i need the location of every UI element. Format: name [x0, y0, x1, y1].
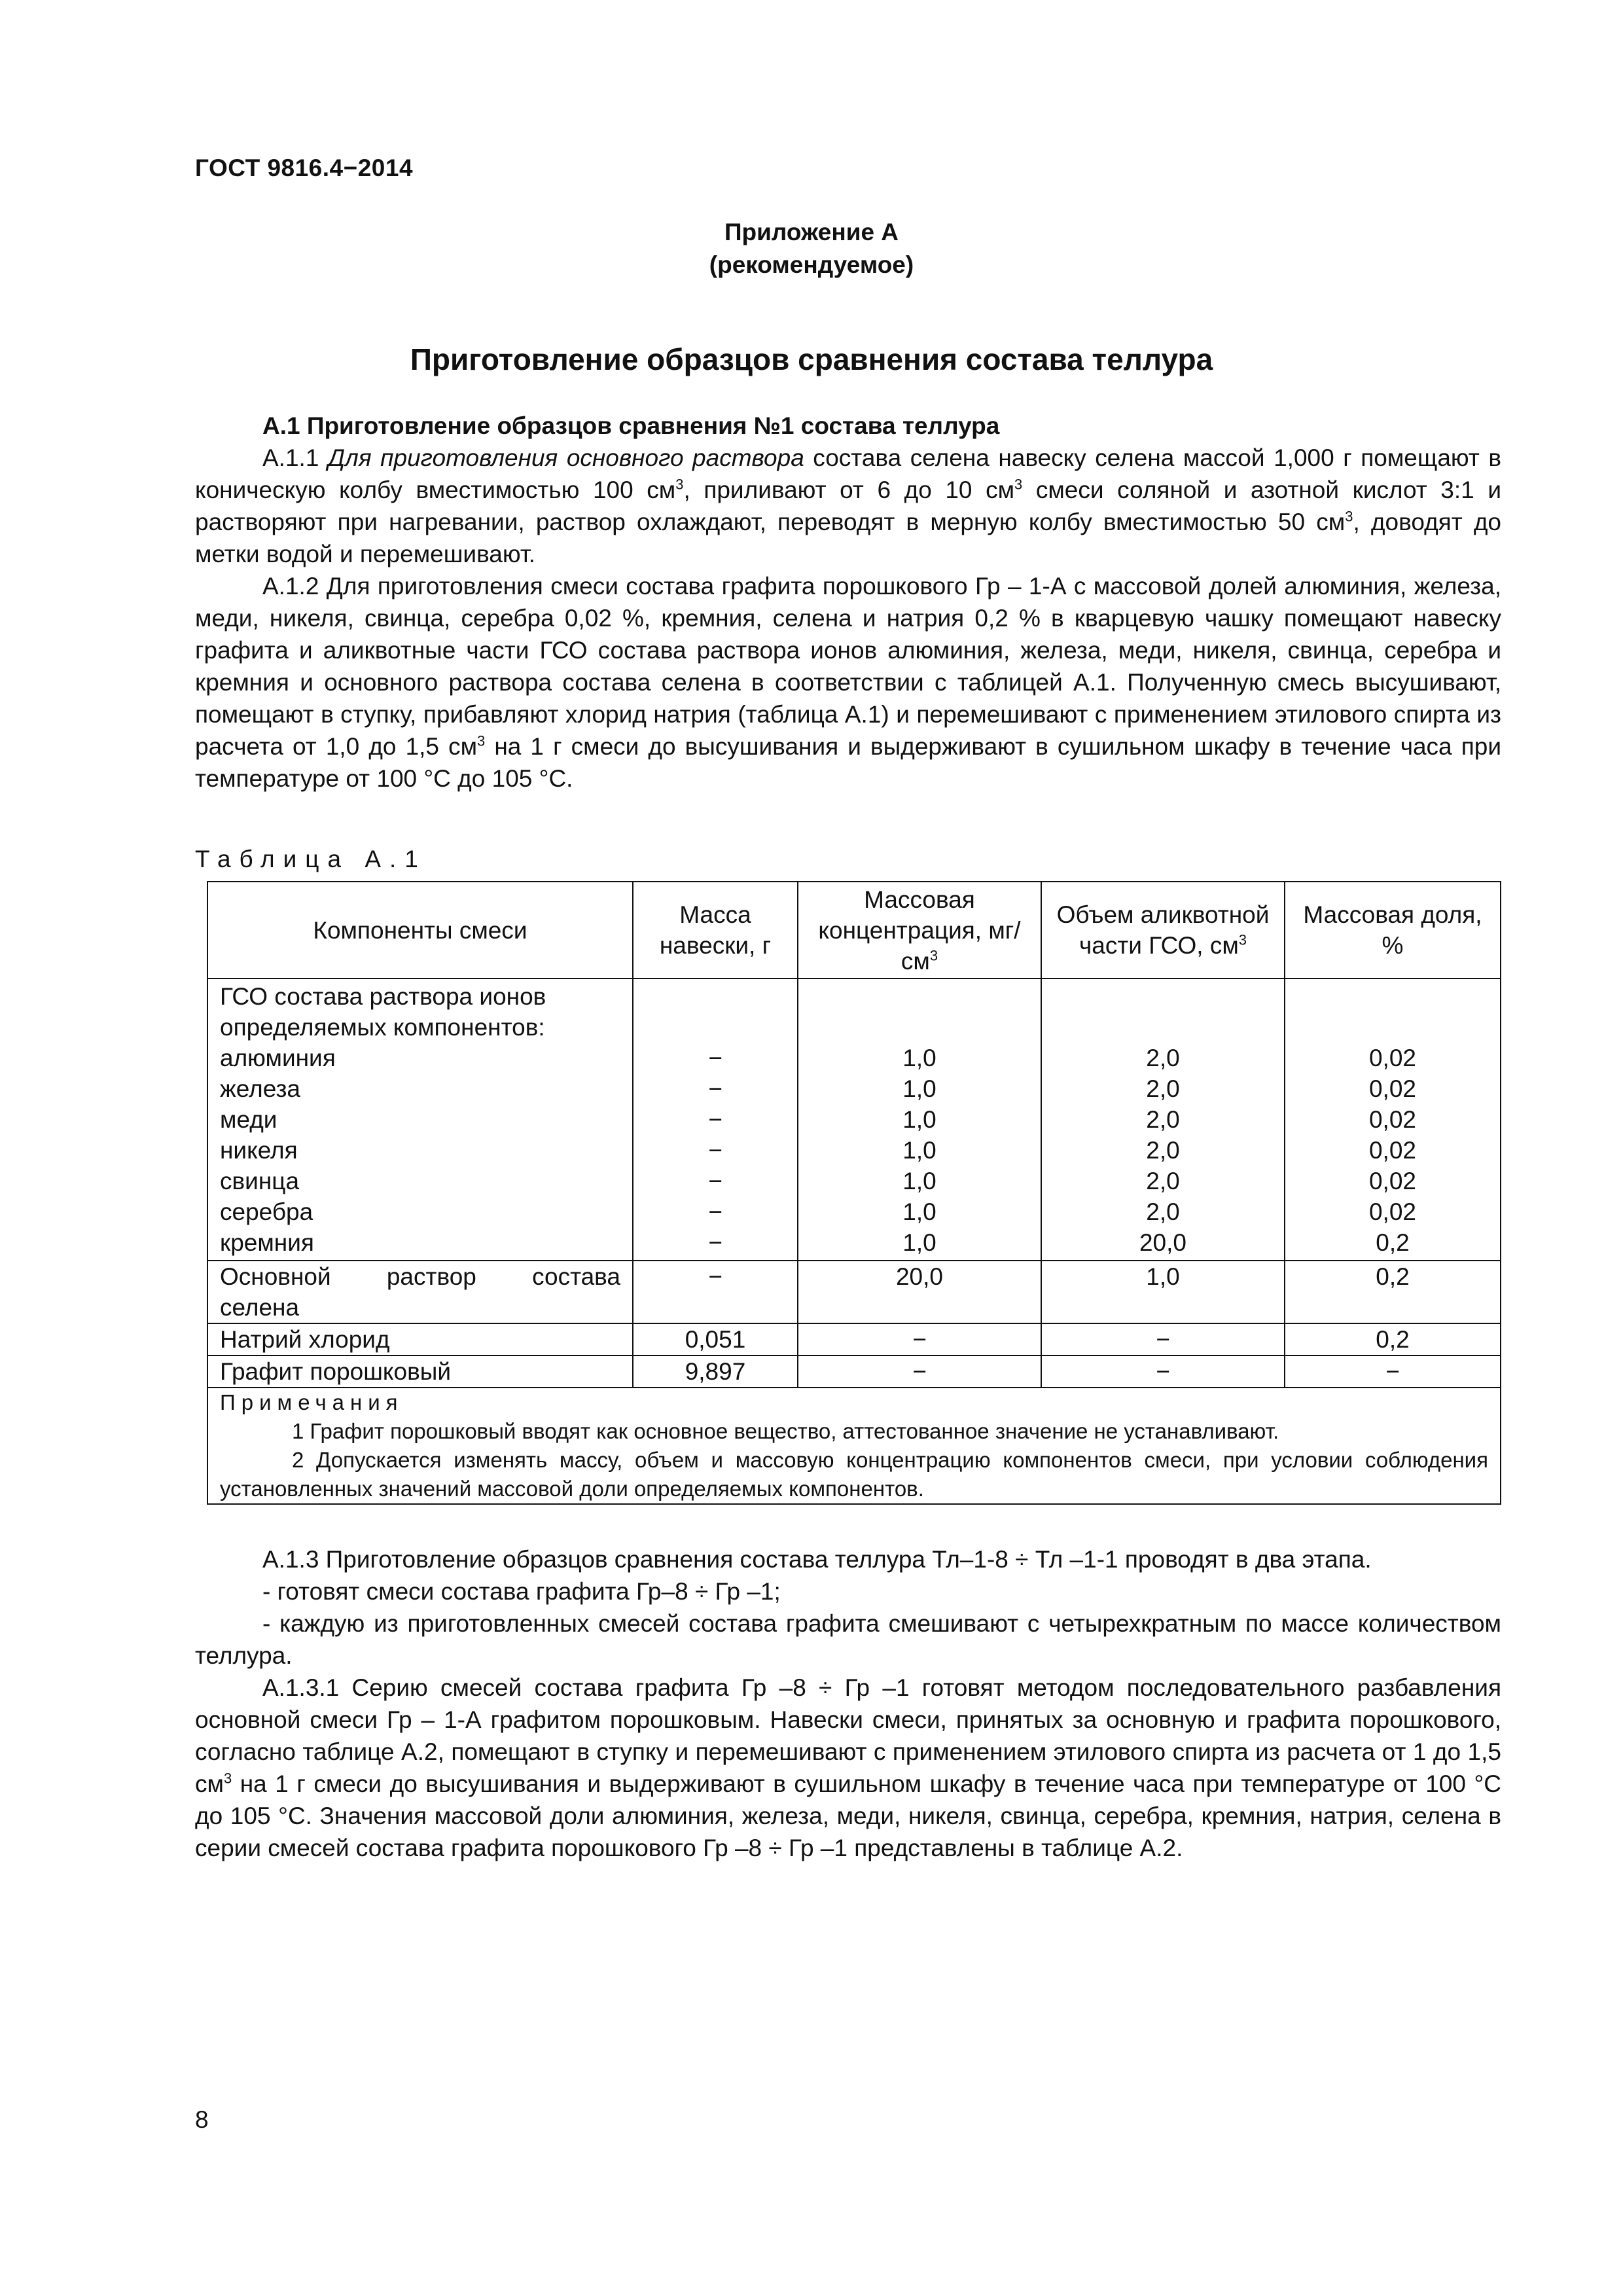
gso-mass-value: − [708, 1229, 722, 1256]
note-2: 2 Допускается изменять массу, объем и массовую концентрацию компонентов смеси, при условии соблюдения установленных значений массовой доли определяемых компонентов. [220, 1448, 1488, 1501]
paragraph-a111: А.1.1 Для приготовления основного раствора состава селена навеску селена массой 1,000 г помещают в коническую колбу вместимостью 100 $см^3$, приливают от 6 до 10 $см^3$ смеси соляной и азотной кислот 3:1 и растворяют при нагревании, раствор охлаждают, переводят в мерную колбу вместимостью 50 $см^3$, доводят до метки водой и перемешивают. [195, 444, 1502, 567]
section-a1 [195, 410, 1501, 795]
paragraph-a131: А.1.3.1 Серию смесей состава графита Гр –8 ÷ Гр –1 готовят методом последовательного разбавления основной смеси Гр – 1-А графитом порошковым. Навески смеси, принятых за основную и графита порошкового, согласно таблице А.2, помещают в ступку и перемешивают с применением этилового спирта из расчета от 1 до 1,5 $см^3$ на 1 г смеси до высушивания и выдерживают в сушильном шкафу в течение часа при температуре от 100 °С до 105 °С. Значения массовой доли алюминия, железа, меди, никеля, свинца, серебра, кремния, натрия, селена в серии смесей состава графита порошкового Гр –8 ÷ Гр –1 представлены в таблице А.2. [195, 1674, 1501, 1861]
nacl-concentration: − [798, 1323, 1041, 1355]
paragraph-a112: А.1.2 Для приготовления смеси состава графита порошкового Гр – 1-А с массовой долей алюминия, железа, меди, никеля, свинца, серебра 0,02 %, кремния, селена и натрия 0,2 % в кварцевую чашку помещают навеску графита и аликвотные части ГСО состава раствора ионов алюминия, железа, меди, никеля, свинца, серебра и кремния и основного раствора состава селена в соответствии с таблицей А.1. Полученную смесь высушивают, помещают в ступку, прибавляют хлорид натрия (таблица А.1) и перемешивают с применением этилового спирта из расчета от 1,0 до 1,5 $см^3$ на 1 г смеси до высушивания и выдерживают в сушильном шкафу в течение часа при температуре от 100 °С до 105 °С. [195, 573, 1501, 792]
note-1: 1 Графит порошковый вводят как основное вещество, аттестованное значение не устанавливают. [292, 1419, 1279, 1443]
gso-mass-cell [633, 978, 798, 1261]
table-row [207, 978, 1501, 1261]
page-title: Приготовление образцов сравнения состава теллура [410, 342, 1213, 376]
nacl-volume: − [1041, 1323, 1285, 1355]
gso-mass-value: − [708, 1106, 722, 1133]
gso-frac-value: 0,02 [1368, 1137, 1416, 1164]
gso-mass-value: − [708, 1198, 722, 1225]
graphite-mass: 9,897 [633, 1355, 798, 1388]
selenium-name-cell: Основной раствор состава селена [207, 1261, 633, 1323]
table-row [207, 1355, 1501, 1388]
appendix-title: Приложение А [724, 219, 899, 245]
standard-number: ГОСТ 9816.4−2014 [195, 154, 414, 181]
gso-vol-value: 2,0 [1146, 1045, 1180, 1071]
gso-name-value: серебра [220, 1198, 313, 1225]
gso-conc-value: 1,0 [902, 1106, 936, 1133]
selenium-concentration: 20,0 [798, 1261, 1041, 1323]
gso-frac-value: 0,02 [1368, 1168, 1416, 1194]
gso-names [220, 1043, 620, 1258]
gso-vol-value: 2,0 [1146, 1168, 1180, 1194]
graphite-name: Графит порошковый [207, 1355, 633, 1388]
notes-heading: Примечания [220, 1390, 404, 1414]
graphite-fraction: − [1285, 1355, 1501, 1388]
gso-mass-value: − [708, 1075, 722, 1102]
header-concentration: Массовая концентрация, мг/ $см^3$ [798, 882, 1041, 978]
nacl-mass: 0,051 [633, 1323, 798, 1355]
gso-title: ГСО состава раствора ионов определяемых компонентов: [220, 983, 546, 1041]
gso-frac-value: 0,02 [1368, 1198, 1416, 1225]
gso-conc-value: 1,0 [902, 1045, 936, 1071]
gso-frac-value: 0,2 [1376, 1229, 1410, 1256]
selenium-volume: 1,0 [1041, 1261, 1285, 1323]
table-notes-row [207, 1388, 1501, 1504]
gso-vol-value: 2,0 [1146, 1106, 1180, 1133]
gso-concentration-cell [798, 978, 1041, 1261]
gso-vol-value: 20,0 [1139, 1229, 1186, 1256]
gso-fraction-cell [1285, 978, 1501, 1261]
table-header-row [207, 882, 1501, 978]
table-row [207, 1261, 1501, 1323]
gso-name-value: алюминия [220, 1045, 336, 1071]
appendix-heading [0, 216, 1623, 281]
header-fraction: Массовая доля, % [1285, 882, 1501, 978]
gso-vol-value: 2,0 [1146, 1075, 1180, 1102]
gso-vol-value: 2,0 [1146, 1137, 1180, 1164]
paragraph-a13: А.1.3 Приготовление образцов сравнения состава теллура Тл–1-8 ÷ Тл –1-1 проводят в два этапа. [262, 1546, 1372, 1573]
gso-name-value: меди [220, 1106, 277, 1133]
gso-components-cell [207, 978, 633, 1261]
gso-conc-value: 1,0 [902, 1198, 936, 1225]
header-mass: Масса навески, г [633, 882, 798, 978]
header-components: Компоненты смеси [207, 882, 633, 978]
section-heading: А.1 Приготовление образцов сравнения №1 состава теллура [262, 412, 1000, 439]
gso-frac-value: 0,02 [1368, 1075, 1416, 1102]
list-item: - каждую из приготовленных смесей состава графита смешивают с четырехкратным по массе количеством теллура. [195, 1610, 1501, 1669]
gso-name-value: кремния [220, 1229, 314, 1256]
gso-volume-cell [1041, 978, 1285, 1261]
gso-mass-value: − [708, 1045, 722, 1071]
gso-conc-value: 1,0 [902, 1075, 936, 1102]
gso-mass-value: − [708, 1137, 722, 1164]
selenium-mass: − [633, 1261, 798, 1323]
table-caption: Таблица А.1 [195, 846, 427, 872]
gso-name-value: свинца [220, 1168, 300, 1194]
gso-conc-value: 1,0 [902, 1229, 936, 1256]
page-number: 8 [195, 2106, 209, 2133]
gso-name-value: железа [220, 1075, 300, 1102]
gso-conc-value: 1,0 [902, 1137, 936, 1164]
graphite-volume: − [1041, 1355, 1285, 1388]
table-a1 [207, 881, 1501, 1505]
nacl-fraction: 0,2 [1285, 1323, 1501, 1355]
table-row [207, 1323, 1501, 1355]
section-a13 [195, 1543, 1501, 1864]
graphite-concentration: − [798, 1355, 1041, 1388]
gso-frac-value: 0,02 [1368, 1045, 1416, 1071]
table-notes [207, 1388, 1501, 1504]
nacl-name: Натрий хлорид [207, 1323, 633, 1355]
header-volume: Объем аликвотной части ГСО, $см^3$ [1041, 882, 1285, 978]
list-item: - готовят смеси состава графита Гр–8 ÷ Гр –1; [262, 1578, 781, 1605]
gso-vol-value: 2,0 [1146, 1198, 1180, 1225]
gso-conc-value: 1,0 [902, 1168, 936, 1194]
appendix-subtitle: (рекомендуемое) [709, 251, 914, 278]
gso-name-value: никеля [220, 1137, 298, 1164]
gso-mass-value: − [708, 1168, 722, 1194]
selenium-fraction: 0,2 [1285, 1261, 1501, 1323]
gso-frac-value: 0,02 [1368, 1106, 1416, 1133]
